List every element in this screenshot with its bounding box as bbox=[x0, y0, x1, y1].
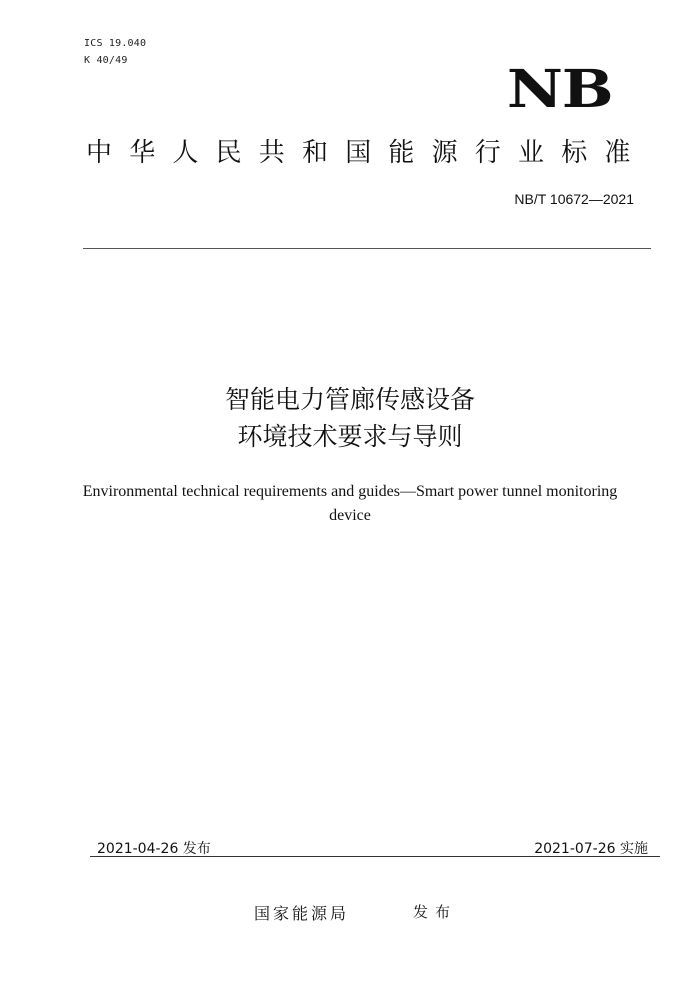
issue-date: 2021-04-26 发布 bbox=[97, 841, 211, 857]
standard-number: NB/T 10672—2021 bbox=[514, 191, 634, 207]
nb-logo: NB bbox=[506, 59, 612, 120]
date-divider bbox=[90, 856, 660, 857]
effective-date: 2021-07-26 实施 bbox=[534, 841, 648, 857]
classification-code: K 40/49 bbox=[84, 55, 128, 66]
header-divider bbox=[83, 248, 651, 249]
ics-code: ICS 19.040 bbox=[84, 38, 147, 49]
issuing-authority: 国家能源局 bbox=[254, 904, 350, 923]
standard-category-title: 中华人民共和国能源行业标准 bbox=[86, 138, 648, 168]
chinese-title-line-1: 智能电力管廊传感设备 bbox=[224, 385, 475, 414]
chinese-title-line-2: 环境技术要求与导则 bbox=[237, 422, 463, 451]
issue-verb: 发布 bbox=[413, 903, 458, 921]
english-title: Environmental technical requirements and guides—Smart power tunnel monitoring device bbox=[82, 483, 618, 524]
